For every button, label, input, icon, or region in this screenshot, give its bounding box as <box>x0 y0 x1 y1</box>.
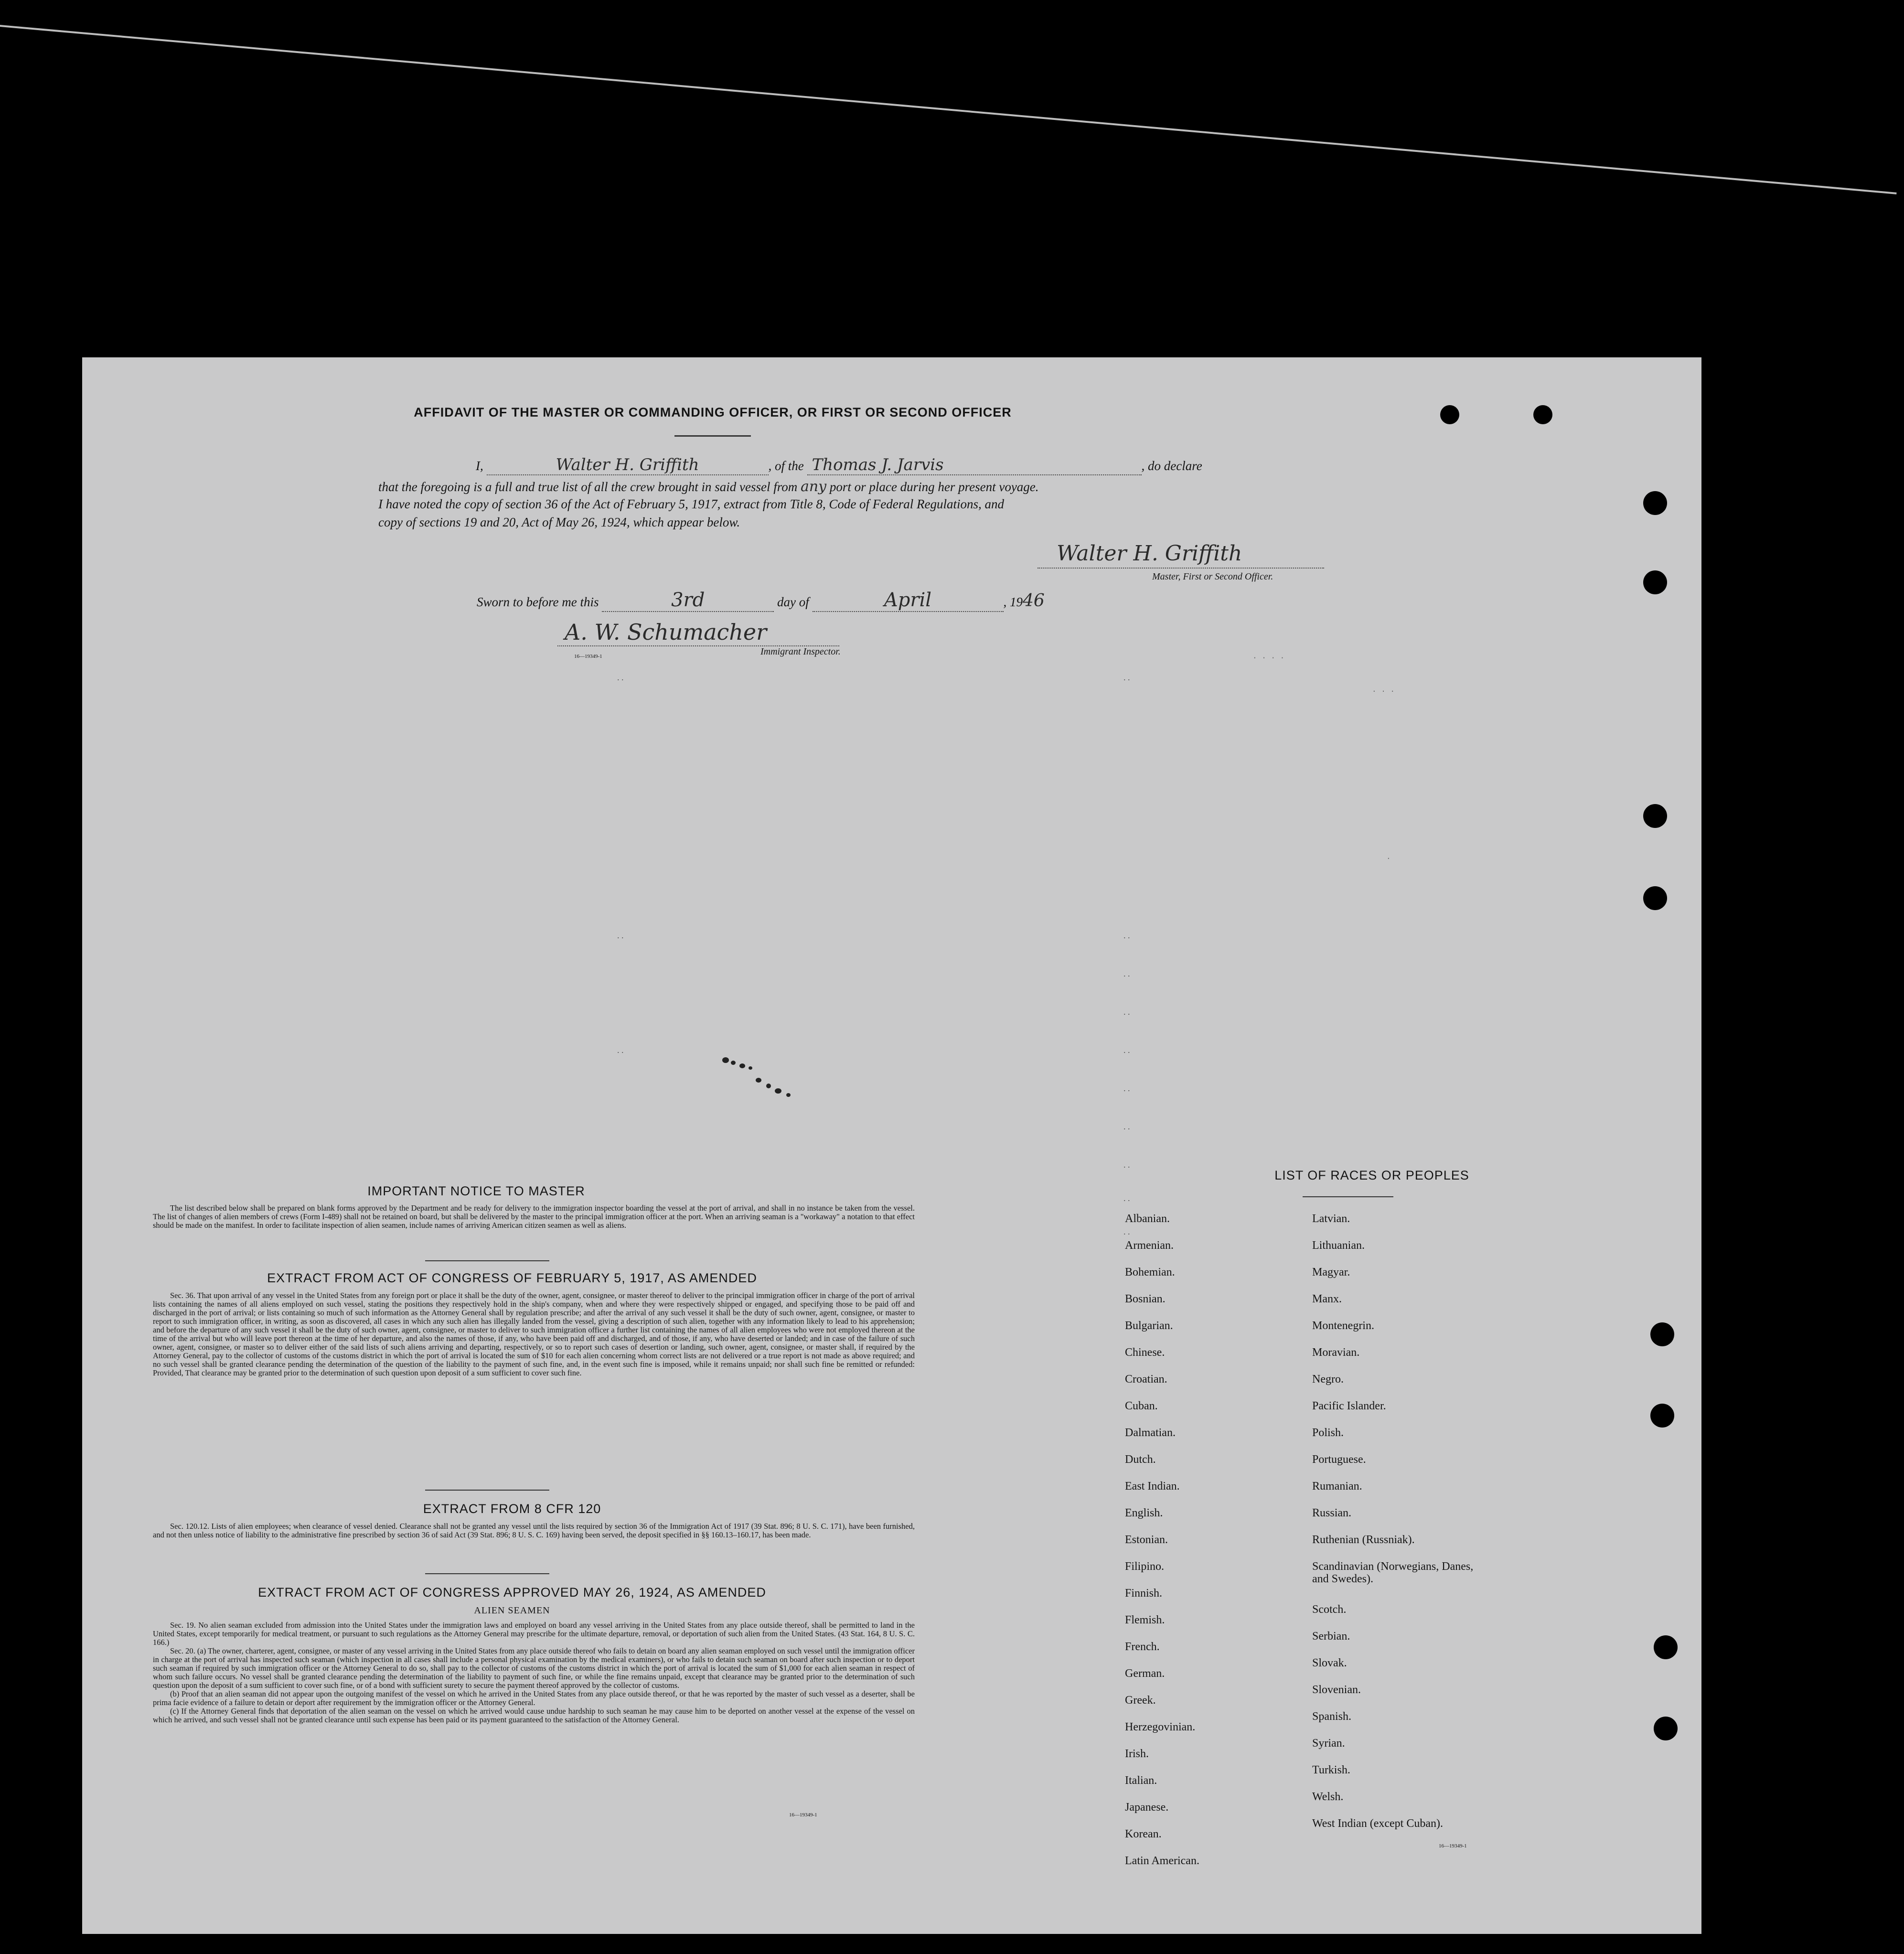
race-item: Montenegrin. <box>1312 1320 1374 1332</box>
race-item: Syrian. <box>1312 1737 1345 1750</box>
sec20a-text: Sec. 20. (a) The owner, charterer, agent, consignee, or master of any vessel arriving in the United States from any place outside thereof who fails to detain on board any alien seaman employed on such vessel until the immigration officer in charge at the port of arrival has inspected such seaman (which inspection in all cases shall include a personal physical examination by the medical examiners), or who fails to detain such seaman on board after such inspection or to deport such seaman if required by such immigration officer or the Attorney General to do so, shall pay to the collector of customs of the customs district in which the port of arrival is located the sum of $1,000 for each alien seaman in respect of whom such failure occurs. No vessel shall be granted clearance pending the determination of the liability to payment of such fine, or while the fine remains unpaid, except that clearance may be granted prior to the determination of such question upon the deposit of a sum sufficient to cover such fine, or of a bond with sufficient surety to secure the payment thereof approved by the collector of customs. <box>153 1646 915 1690</box>
dot-mark: . . <box>1123 1160 1130 1170</box>
sworn-year-field: 46 <box>1023 591 1045 611</box>
races-title: LIST OF RACES OR PEOPLES <box>1274 1168 1469 1182</box>
sec19-text: Sec. 19. No alien seaman excluded from admission into the United States under the immigration laws and employed on board any vessel arriving in the United States from any place outside thereof, shall be permitted to land in the United States, except temporarily for medical treatment, or pursuant to such regulations as the Attorney General may prescribe for the ultimate departure, removal, or deportation of such alien from the United States. (43 Stat. 164, 8 U. S. C. 166.) <box>153 1621 915 1647</box>
race-item: Finnish. <box>1125 1587 1163 1600</box>
officer-name-field: Walter H. Griffith <box>487 455 769 475</box>
race-item: Dalmatian. <box>1125 1427 1176 1439</box>
extract-1924-body <box>153 1621 915 1724</box>
race-item: Dutch. <box>1125 1453 1156 1466</box>
affidavit-line-4: copy of sections 19 and 20, Act of May 26, 1924, which appear below. <box>378 515 740 529</box>
affidavit-mid: , of the <box>768 459 804 473</box>
race-item: Serbian. <box>1312 1630 1350 1643</box>
inspector-signature: A. W. Schumacher <box>565 619 767 645</box>
dot-mark: . . <box>1123 1084 1130 1093</box>
inspector-caption: Immigrant Inspector. <box>760 646 841 657</box>
binder-hole <box>1650 1404 1674 1428</box>
divider <box>425 1490 549 1491</box>
dot-mark: . . <box>617 673 624 682</box>
divider <box>1303 1196 1393 1197</box>
sworn-text: Sworn to before me this <box>477 595 599 609</box>
sec20b-text: (b) Proof that an alien seaman did not appear upon the outgoing manifest of the vessel on which he arrived in the United States from any place outside thereof, or that he was reported by the master of such vessel as a deserter, shall be prima facie evidence of a failure to detain or deport after requirement by the immigration officer or the Attorney General. <box>153 1689 915 1707</box>
sworn-day-field: 3rd <box>602 589 774 612</box>
extract-1917-text: Sec. 36. That upon arrival of any vessel in the United States from any foreign port or place it shall be the duty of the owner, agent, consignee, or master thereof to deliver to the principal immigration officer in charge of the port of arrival lists containing the names of all aliens employed on such vessel, stating the positions they respectively hold in the ship's company, when and where they were respectively shipped or engaged, and specifying those to be paid off and discharged in the port of arrival; or lists containing so much of such information as the Attorney General shall by regulation prescribe; and after the arrival of any such vessel it shall be the duty of such owner, agent, consignee, or master to report to such immigration officer, in writing, as soon as discovered, all cases in which any such alien has illegally landed from the vessel, giving a description of such alien, together with any information likely to lead to his apprehension; and before the departure of any such vessel it shall be the duty of such owner, agent, consignee, or master to deliver to such immigration officer a further list containing the names of all alien employees who were not employed thereon at the time of the arrival but who will leave port thereon at the time of her departure, and also the names of those, if any, who have been paid off and discharged, and of those, if any, who have deserted or landed; and in case of the failure of such owner, agent, consignee, or master so to deliver either of the said lists of such aliens arriving and departing, respectively, or so to report such cases of desertion or landing, such owner, agent, consignee, or master shall, if required by the Attorney General, pay to the collector of customs of the customs district in which the port of arrival is located the sum of $10 for each alien concerning whom correct lists are not delivered or a true report is not made as above required; and no such vessel shall be granted clearance pending the determination of the question of the liability to the payment of such fine, and, in the event such fine is imposed, while it remains unpaid; nor shall such fine be remitted or refunded: Provided, That clearance may be granted prior to the determination of such question upon deposit of a sum sufficient to cover such fine. <box>153 1291 915 1377</box>
race-item: Slovak. <box>1312 1657 1347 1669</box>
extract-cfr-text: Sec. 120.12. Lists of alien employees; when clearance of vessel denied. Clearance shall not be granted any vessel until the lists required by section 36 of the Immigration Act of 1917 (39 Stat. 896; 8 U. S. C. 171), have been furnished, and not then unless notice of liability to the administrative fine prescribed by section 36 of said Act (39 Stat. 896; 8 U. S. C. 169) having been served, the deposit specified in §§ 160.13–160.17, has been made. <box>153 1522 915 1539</box>
race-item: Scandinavian (Norwegians, Danes, and Swedes). <box>1312 1560 1474 1585</box>
dot-mark: . . <box>1123 1193 1130 1203</box>
race-item: Spanish. <box>1312 1710 1352 1723</box>
sworn-line <box>477 589 1045 612</box>
race-item: Negro. <box>1312 1373 1344 1385</box>
race-item: Portuguese. <box>1312 1453 1366 1466</box>
race-item: Latin American. <box>1125 1855 1199 1867</box>
vessel-name-field: Thomas J. Jarvis <box>807 455 1142 475</box>
ink-blot <box>731 1061 736 1065</box>
form-number: 16—19349-1 <box>574 654 602 659</box>
ink-blot <box>775 1088 781 1094</box>
race-item: Chinese. <box>1125 1346 1165 1359</box>
race-item: Bohemian. <box>1125 1266 1175 1278</box>
document-page <box>82 357 1701 1934</box>
race-item: Estonian. <box>1125 1534 1168 1546</box>
race-item: Welsh. <box>1312 1791 1344 1803</box>
race-item: Polish. <box>1312 1427 1344 1439</box>
ink-blot <box>739 1063 745 1068</box>
race-item: Scotch. <box>1312 1603 1347 1616</box>
race-item: Lithuanian. <box>1312 1239 1365 1252</box>
binder-hole <box>1643 570 1667 594</box>
binder-hole <box>1643 804 1667 828</box>
race-item: Manx. <box>1312 1293 1342 1305</box>
affidavit-text: port or place during her present voyage. <box>829 480 1039 494</box>
race-item: Japanese. <box>1125 1801 1169 1814</box>
affidavit-line-2 <box>378 478 1039 495</box>
ink-blot <box>786 1093 791 1097</box>
port-hand-text: any <box>800 478 827 495</box>
race-item: Armenian. <box>1125 1239 1174 1252</box>
alien-seamen-subtitle: ALIEN SEAMEN <box>474 1605 550 1616</box>
ink-blot <box>749 1066 752 1070</box>
ink-blot <box>766 1084 771 1088</box>
race-item: West Indian (except Cuban). <box>1312 1817 1443 1830</box>
binder-hole <box>1533 405 1552 424</box>
race-item: English. <box>1125 1507 1163 1519</box>
affidavit-title: AFFIDAVIT OF THE MASTER OR COMMANDING OFFICER, OR FIRST OR SECOND OFFICER <box>414 405 1012 419</box>
race-item: Bosnian. <box>1125 1293 1166 1305</box>
race-item: Greek. <box>1125 1694 1156 1707</box>
dot-mark: . . <box>1123 673 1130 682</box>
sworn-text: day of <box>777 595 809 609</box>
race-item: East Indian. <box>1125 1480 1180 1492</box>
binder-hole <box>1643 491 1667 515</box>
race-item: Italian. <box>1125 1774 1157 1787</box>
race-item: French. <box>1125 1641 1160 1653</box>
dot-mark: . . <box>1123 1007 1130 1017</box>
race-item: Turkish. <box>1312 1764 1350 1776</box>
signature-rule <box>1038 568 1324 569</box>
dot-mark: . . <box>1123 1227 1130 1236</box>
dot-mark: . . <box>617 931 624 940</box>
extract-1924-title: EXTRACT FROM ACT OF CONGRESS APPROVED MAY 26, 1924, AS AMENDED <box>258 1585 766 1600</box>
race-item: Irish. <box>1125 1748 1149 1760</box>
extract-1917-title: EXTRACT FROM ACT OF CONGRESS OF FEBRUARY 5, 1917, AS AMENDED <box>267 1271 757 1285</box>
notice-text: The list described below shall be prepared on blank forms approved by the Department and be ready for delivery to the immigration inspector boarding the vessel at the port of arrival, and shall in no instance be taken from the vessel. The list of changes of alien members of crews (Form I-489) shall not be retained on board, but shall be delivered by the master to the principal immigration officer at the port. When an arriving seaman is a "workaway" a notation to that effect should be made on the manifest. In order to facilitate inspection of alien seamen, include names of arriving American citizen seamen as well as aliens. <box>153 1203 915 1230</box>
race-item: Korean. <box>1125 1828 1162 1840</box>
scanner-edge-line <box>0 25 1897 194</box>
race-item: Ruthenian (Russniak). <box>1312 1534 1415 1546</box>
race-item: Croatian. <box>1125 1373 1167 1385</box>
ink-blot <box>722 1057 729 1063</box>
bleed-through-text: · · · <box>1372 687 1395 696</box>
race-item: Slovenian. <box>1312 1684 1361 1696</box>
divider <box>674 435 751 437</box>
dot-mark: . . <box>1123 931 1130 940</box>
affidavit-text: that the foregoing is a full and true list of all the crew brought in said vessel from <box>378 480 798 494</box>
dot-mark: . . <box>617 1045 624 1055</box>
affidavit-prefix: I, <box>476 459 483 473</box>
race-item: Pacific Islander. <box>1312 1400 1386 1412</box>
dot-mark: . . <box>1123 1045 1130 1055</box>
binder-hole <box>1654 1635 1678 1659</box>
race-item: Cuban. <box>1125 1400 1158 1412</box>
affidavit-line-3: I have noted the copy of section 36 of the Act of February 5, 1917, extract from Title 8, Code of Federal Regulations, and <box>378 497 1005 511</box>
form-number: 16—19349-1 <box>789 1812 817 1818</box>
race-item: Rumanian. <box>1312 1480 1362 1492</box>
race-item: Bulgarian. <box>1125 1320 1173 1332</box>
dot-mark: . . <box>1123 969 1130 978</box>
race-item: Magyar. <box>1312 1266 1350 1278</box>
affidavit-line-1 <box>476 455 1407 475</box>
divider <box>425 1573 549 1574</box>
binder-hole <box>1650 1322 1674 1346</box>
races-right-column <box>1312 1213 1561 1881</box>
signature-caption: Master, First or Second Officer. <box>1152 571 1273 582</box>
race-item: German. <box>1125 1667 1165 1680</box>
notice-title: IMPORTANT NOTICE TO MASTER <box>367 1184 585 1198</box>
affidavit-suffix: , do declare <box>1141 459 1202 473</box>
race-item: Albanian. <box>1125 1213 1170 1225</box>
race-item: Moravian. <box>1312 1346 1360 1359</box>
dot-mark: . . <box>1123 1122 1130 1131</box>
ink-blot <box>756 1078 761 1083</box>
master-signature: Walter H. Griffith <box>1057 541 1242 566</box>
races-left-column <box>1125 1213 1306 1881</box>
sworn-month-field: April <box>813 589 1004 612</box>
sworn-year-prefix: , 19 <box>1003 595 1023 609</box>
race-item: Latvian. <box>1312 1213 1350 1225</box>
race-item: Russian. <box>1312 1507 1352 1519</box>
sec20c-text: (c) If the Attorney General finds that deportation of the alien seaman on the vessel on which he arrived would cause undue hardship to such seaman he may cause him to be deported on another vessel at the expense of the vessel on which he arrived, and such vessel shall not be granted clearance until such expense has been paid or its payment guaranteed to the satisfaction of the Attorney General. <box>153 1707 915 1724</box>
bleed-through-text: · <box>1386 854 1391 863</box>
race-item: Flemish. <box>1125 1614 1165 1626</box>
extract-cfr-title: EXTRACT FROM 8 CFR 120 <box>423 1502 601 1516</box>
race-item: Filipino. <box>1125 1560 1165 1573</box>
divider <box>425 1260 549 1261</box>
race-item: Herzegovinian. <box>1125 1721 1196 1733</box>
binder-hole <box>1440 405 1459 424</box>
form-number: 16—19349-1 <box>1439 1843 1467 1849</box>
binder-hole <box>1643 886 1667 910</box>
bleed-through-text: · · · · <box>1252 654 1285 662</box>
binder-hole <box>1654 1717 1678 1740</box>
